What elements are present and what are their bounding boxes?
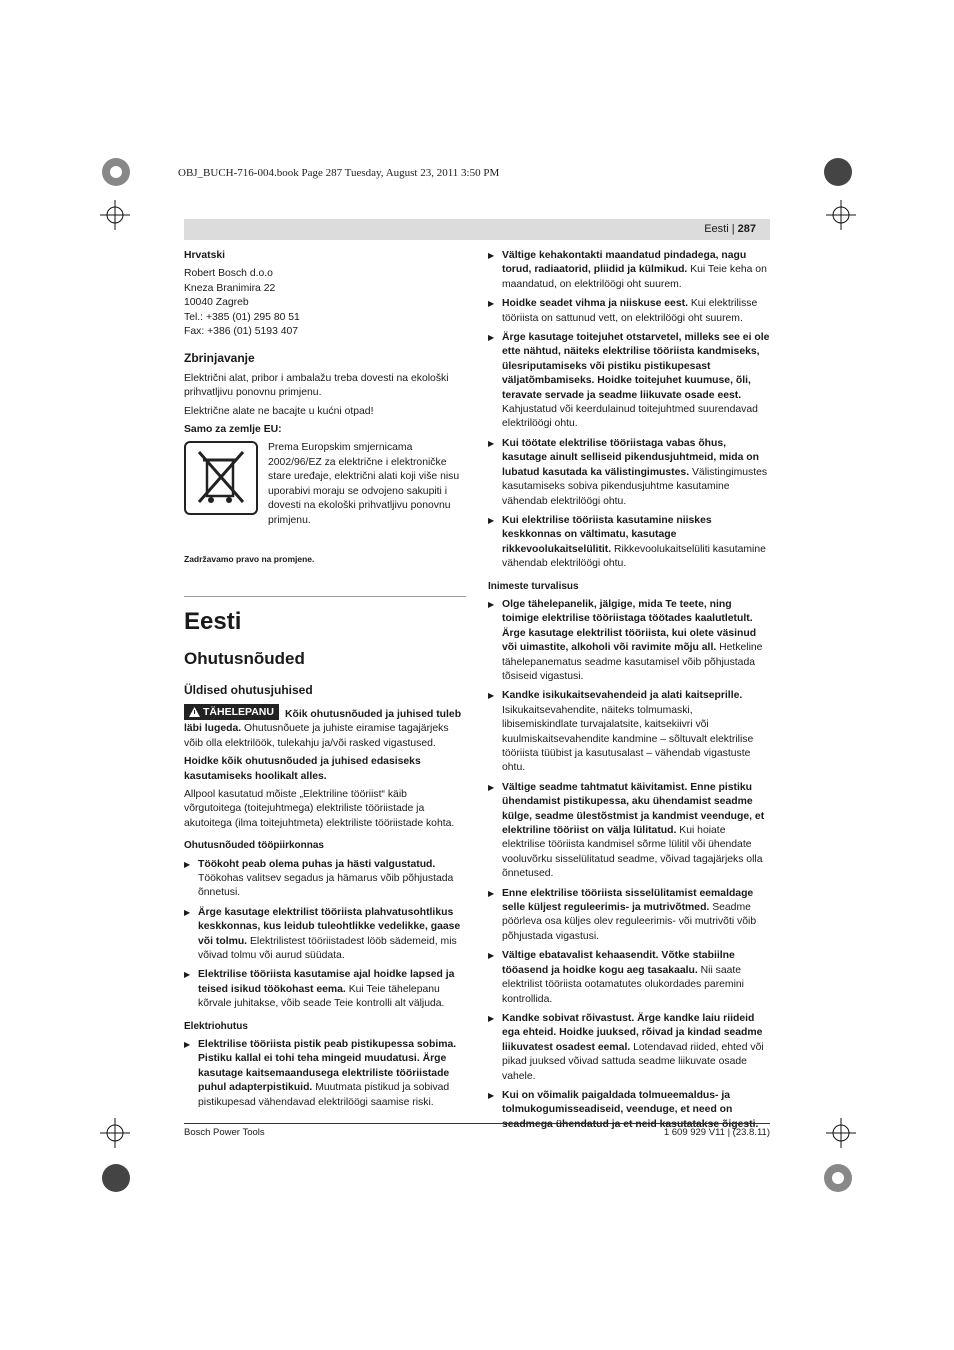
electrical-heading: Elektriohutus (184, 1020, 248, 1032)
eu-directive-text: Prema Europskim smjernicama 2002/96/EZ za električne i elektroničke stare uređaje, električni alati koji više nisu uporabivi moraju se odvojeno sakupiti i dovesti na ekološki prihvatljivu ponovnu primjenu. (268, 442, 460, 526)
item-text: Kahjustatud või keerdulainud toitejuhtmed suurendavad elektrilöögi ohtu. (502, 404, 758, 430)
item-text: Nii saate elektrilist tööriista ootamatutes olukordades paremini kontrollida. (502, 964, 744, 1005)
crossed-bin-icon (184, 441, 258, 515)
work-area-heading: Ohutusnõuded tööpiirkonnas (184, 840, 324, 852)
list-item (488, 949, 770, 1007)
item-bold: Kui elektrilise tööriista kasutamine niiskes keskkonnas on vältimatu, kasutage rikkevoolukaitselülitit. (502, 514, 712, 555)
item-bold: Vältige kehakontakti maandatud pindadega, nagu torud, radiaatorid, pliidid ja külmikud. (502, 250, 747, 276)
left-column (184, 249, 466, 1115)
item-text: Kui hoiate elektrilise tööriista kandmisel sõrme lülitil või ühendate vooluvõrku sisselülitatud seadme, võivad tagajärjeks olla õnnetused. (502, 825, 763, 880)
arrow-bullet-icon: ▶ (488, 888, 495, 898)
item-text: Rikkevoolukaitselüliti kasutamine vähendab elektrilöögi ohtu. (502, 543, 766, 570)
warning-paragraph (184, 704, 466, 751)
item-bold: Enne elektrilise tööriista sisselülitamist eemaldage selle küljest reguleerimis- ja mutrivõtmed. (502, 887, 754, 914)
warning-bold: Kõik ohutusnõuded ja juhised tuleb läbi lugeda. (184, 708, 462, 735)
registration-mark-icon (100, 156, 132, 188)
right-column (488, 249, 770, 1137)
address-line: Robert Bosch d.o.o (184, 268, 273, 280)
list-item (184, 1038, 466, 1110)
page-footer (184, 1123, 770, 1138)
item-text: Muutmata pistikud ja sobivad pistikupesad vähendavad elektrilöögi saamise riski. (198, 1082, 450, 1108)
item-text: Isikukaitsevahendite, näiteks tolmumaski, libisemiskindlate turvajalatsite, kaitsekiivri või kuulmiskaitsevahendite kandmine – sõltuvalt elektrilise tööriista tüübist ja kasutusalast – vähendab vigastuste ohtu. (502, 704, 754, 774)
eu-label: Samo za zemlje EU: (184, 424, 282, 436)
list-item (488, 689, 770, 775)
item-text: Töökohas valitsev segadus ja hämarus võib põhjustada õnnetusi. (198, 872, 454, 899)
warning-text: Ohutusnõuete ja juhiste eiramise tagajärjeks võib olla elektrilöök, tulekahju ja/või rasked vigastused. (184, 723, 449, 749)
item-bold: Kandke isikukaitsevahendeid ja alati kaitseprille. (502, 690, 743, 702)
list-item (184, 858, 466, 901)
item-text: Elektrilistest tööriistadest lööb sädemeid, mis võivad tolmu või aurud süüdata. (198, 935, 457, 962)
arrow-bullet-icon: ▶ (488, 1013, 495, 1023)
item-bold: Hoidke seadet vihma ja niiskuse eest. (502, 298, 688, 310)
definition-text: Allpool kasutatud mõiste „Elektriline tööriist“ käib võrgutoitega (toitejuhtmega) elektriliste tööriistade ja akutoitega (ilma toitejuhtmeta) elektriliste tööriistade kohta. (184, 788, 455, 829)
item-bold: Elektrilise tööriista kasutamise ajal hoidke lapsed ja teised isikud töökohast eema. (198, 969, 455, 995)
list-item (488, 331, 770, 432)
crosshair-icon (826, 1118, 856, 1148)
arrow-bullet-icon: ▶ (488, 333, 495, 343)
arrow-bullet-icon: ▶ (488, 782, 495, 792)
disposal-text: Električne alate ne bacajte u kućni otpad! (184, 405, 374, 417)
page-header: Eesti | 287 (704, 223, 756, 235)
item-bold: Ärge kasutage toitejuhet otstarvetel, milleks see ei ole ette nähtud, näiteks elektrilise tööriista kandmiseks, ülesriputamiseks või pistiku pistikupesast väljatõmbamiseks. Hoidke toitejuhet kuumuse, õli, teravate servade ja seadme liikuvate osade eest. (502, 332, 770, 401)
disposal-text: Električni alat, pribor i ambalažu treba dovesti na ekološki prihvatljivu ponovnu primjenu. (184, 372, 449, 399)
language-title: Eesti (184, 608, 242, 636)
arrow-bullet-icon: ▶ (488, 1090, 495, 1100)
arrow-bullet-icon: ▶ (488, 951, 495, 961)
weee-block (184, 441, 466, 527)
item-text: Seadme pöörleva osa küljes olev reguleerimis- või mutrivõti võib põhjustada vigastusi. (502, 902, 757, 942)
crosshair-icon (100, 1118, 130, 1148)
address-block (184, 267, 466, 339)
arrow-bullet-icon: ▶ (488, 691, 495, 701)
arrow-bullet-icon: ▶ (488, 599, 495, 609)
arrow-bullet-icon: ▶ (184, 970, 191, 980)
item-text: Kui Teie keha on maandatud, on elektrilöögi oht suurem. (502, 264, 767, 290)
disposal-heading: Zbrinjavanje (184, 351, 255, 366)
safety-title: Ohutusnõuded (184, 649, 305, 669)
item-text: Lotendavad riided, ehted või pikad juuksed võivad sattuda seadme liikuvate osade vahele. (502, 1041, 764, 1082)
item-text: Hetkeline tähelepanematus seadme kasutamisel võib põhjustada tõsiseid vigastusi. (502, 642, 763, 682)
list-item (488, 437, 770, 509)
crosshair-icon (100, 200, 130, 230)
registration-mark-icon (822, 1162, 854, 1194)
arrow-bullet-icon: ▶ (184, 859, 191, 869)
address-line: 10040 Zagreb (184, 297, 249, 309)
item-bold: Kui töötate elektrilise tööriistaga vabas õhus, kasutage ainult selliseid pikendusjuhtmeid, mida on lubatud kasutada ka välistingimustes. (502, 437, 759, 478)
arrow-bullet-icon: ▶ (488, 515, 495, 525)
list-item (488, 514, 770, 572)
item-bold: Vältige ebatavalist kehaasendit. Võtke stabiilne tööasend ja hoidke kogu aeg tasakaalu. (502, 950, 735, 976)
item-bold: Töökoht peab olema puhas ja hästi valgustatud. (198, 858, 436, 870)
list-item (184, 906, 466, 964)
warning-label: TÄHELEPANU (203, 705, 274, 718)
footer-brand: Bosch Power Tools (184, 1127, 265, 1138)
address-line: Fax: +386 (01) 5193 407 (184, 326, 299, 338)
general-safety-heading: Üldised ohutusjuhised (184, 683, 313, 698)
item-bold: Olge tähelepanelik, jälgige, mida Te teete, ning toimige elektrilise tööriistaga töötades kaalutletult. Ärge kasutage elektrilist tööriista, kui olete väsinud või uimastite, alkoholi või ravimite mõju all. (502, 598, 757, 654)
item-bold: Kui on võimalik paigaldada tolmueemaldus- ja tolmukogumisseadiseid, veenduge, et need on seadmega ühendatud ja et neid kasutatakse õigesti. (502, 1089, 759, 1130)
list-item (488, 781, 770, 882)
item-text: Välistingimustes kasutamiseks sobiva pikendusjuhtme kasutamine vähendab elektrilöögi ohtu. (502, 466, 768, 507)
item-bold: Vältige seadme tahtmatut käivitamist. Enne pistiku ühendamist pistikupessa, aku ühendamist seadme külge, seadme ülestõstmist ja kandmist veenduge, et elektriline tööriist on välja lülitatud. (502, 781, 765, 837)
item-text: Kui Teie tähelepanu kõrvale juhitakse, võib seade Teie kontrolli alt väljuda. (198, 983, 445, 1010)
country-heading: Hrvatski (184, 250, 226, 261)
item-bold: Ärge kasutage elektrilist tööriista plahvatusohtlikus keskkonnas, kus leidub tuleohtlikke vedelikke, gaase või tolmu. (198, 906, 461, 947)
item-text: Kui elektrilisse tööriista on sattunud vett, on elektrilöögi oht suurem. (502, 298, 758, 324)
keep-instructions: Hoidke kõik ohutusnõuded ja juhised edasiseks kasutamiseks hoolikalt alles. (184, 756, 421, 782)
list-item (488, 297, 770, 326)
arrow-bullet-icon: ▶ (488, 299, 495, 309)
list-item (488, 249, 770, 292)
arrow-bullet-icon: ▶ (184, 1040, 191, 1050)
reserve-note: Zadržavamo pravo na promjene. (184, 553, 315, 564)
list-item (488, 887, 770, 945)
address-line: Kneza Branimira 22 (184, 282, 276, 294)
warning-triangle-icon (189, 707, 200, 717)
section-divider (184, 596, 466, 597)
page-number: 287 (737, 223, 756, 235)
arrow-bullet-icon: ▶ (488, 251, 495, 260)
personal-safety-heading: Inimeste turvalisus (488, 580, 579, 592)
arrow-bullet-icon: ▶ (184, 907, 191, 917)
item-bold: Kandke sobivat rõivastust. Ärge kandke laiu riideid ega ehteid. Hoidke juuksed, rõivad ja kindad seadme liikuvatest osadest eemal. (502, 1012, 763, 1053)
section-name: Eesti (704, 223, 729, 235)
registration-mark-icon (822, 156, 854, 188)
registration-mark-icon (100, 1162, 132, 1194)
page-header-bar (184, 219, 770, 240)
list-item (488, 1012, 770, 1084)
address-line: Tel.: +385 (01) 295 80 51 (184, 311, 300, 323)
item-bold: Elektrilise tööriista pistik peab pistikupessa sobima. Pistiku kallal ei tohi teha mingeid muudatusi. Ärge kasutage kaitsemaandusega elektriliste tööriistade puhul adapterpistikuid. (198, 1039, 457, 1094)
list-item (488, 598, 770, 684)
crosshair-icon (826, 200, 856, 230)
warning-badge (184, 704, 279, 720)
footer-docnumber: 1 609 929 V11 | (23.8.11) (663, 1127, 770, 1138)
print-info-line: OBJ_BUCH-716-004.book Page 287 Tuesday, August 23, 2011 3:50 PM (178, 167, 500, 179)
arrow-bullet-icon: ▶ (488, 438, 495, 448)
list-item (184, 968, 466, 1011)
